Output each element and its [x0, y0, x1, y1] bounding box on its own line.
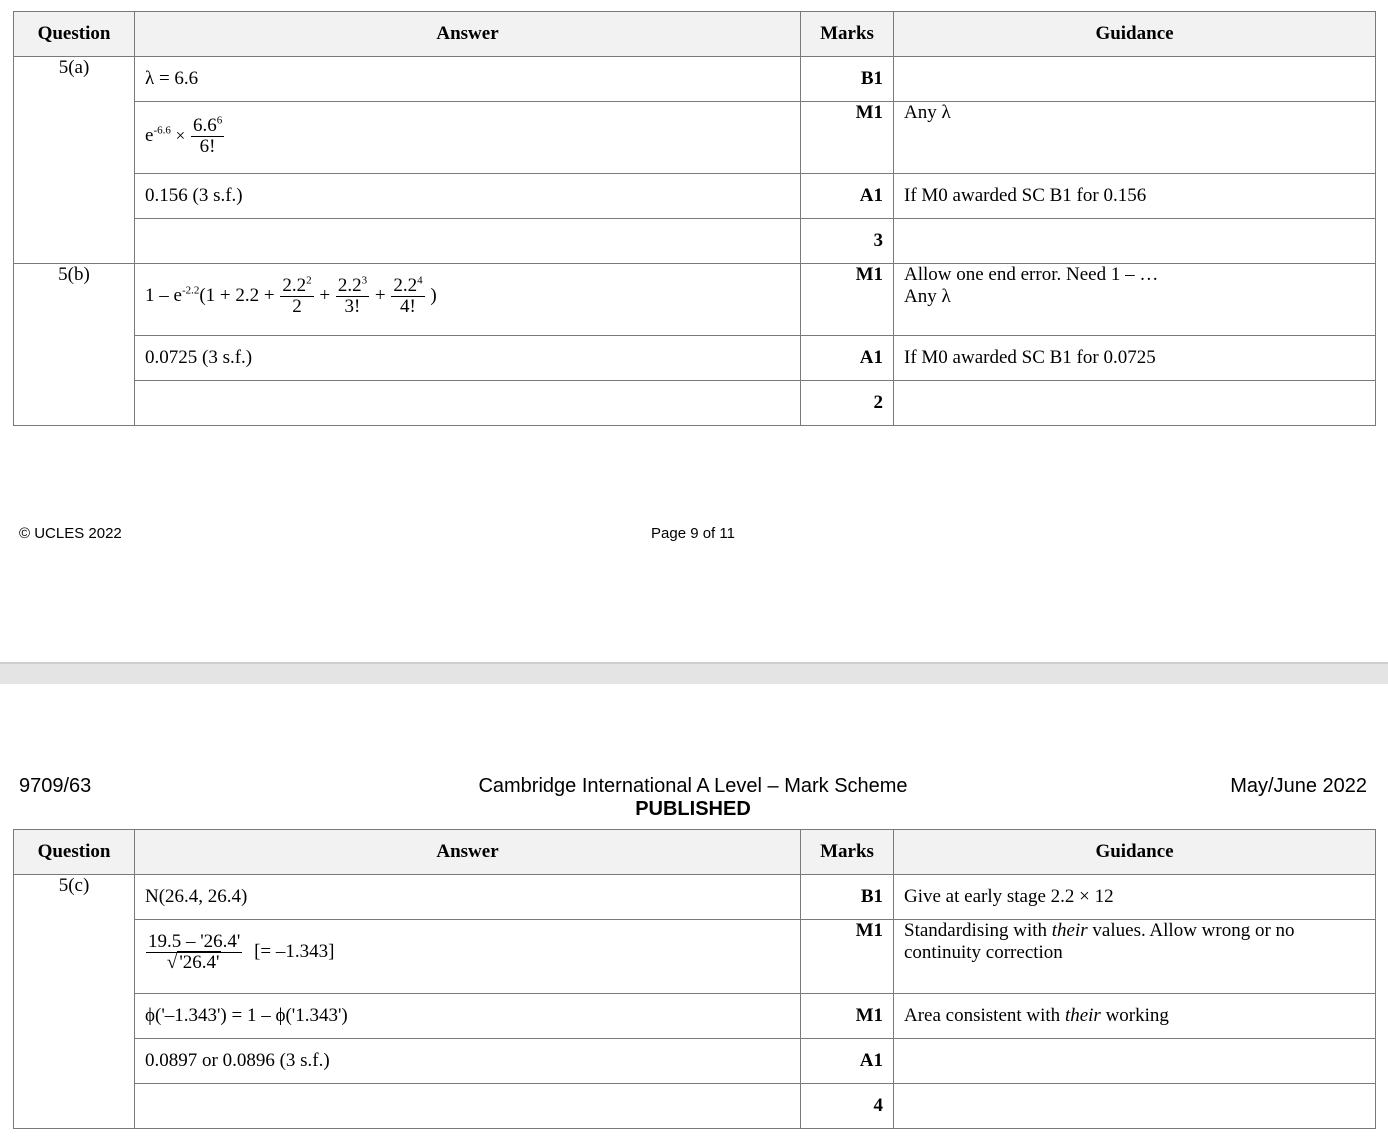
table-row	[14, 264, 1376, 336]
header-question: Question	[14, 12, 135, 57]
guidance-cell: Area consistent with their working	[894, 994, 1376, 1039]
mark-cell: M1	[801, 994, 894, 1039]
answer-cell	[135, 219, 801, 264]
table-row	[14, 219, 1376, 264]
answer-cell: N(26.4, 26.4)	[135, 875, 801, 920]
guidance-cell: Any λ	[894, 102, 1376, 174]
answer-cell: 0.156 (3 s.f.)	[135, 174, 801, 219]
header-marks: Marks	[801, 12, 894, 57]
guidance-cell: Give at early stage 2.2 × 12	[894, 875, 1376, 920]
guidance-cell: Standardising with their values. Allow wrong or no continuity correction	[894, 920, 1376, 994]
guidance-cell: Allow one end error. Need 1 – … Any λ	[894, 264, 1376, 336]
formula-poisson-b: $1 - e^{-2.2}(1 + 2.2$ + $\frac{2.2^2}{2}$ + $\frac{2.2^3}{3!}$ + $\frac{2.2^4}{4!}$ )	[145, 274, 437, 317]
header-marks: Marks	[801, 830, 894, 875]
guidance-cell	[894, 219, 1376, 264]
table-row	[14, 336, 1376, 381]
total-mark-cell: 2	[801, 381, 894, 426]
guidance-cell	[894, 381, 1376, 426]
table-header-row	[14, 12, 1376, 57]
header-question: Question	[14, 830, 135, 875]
answer-cell: 0.0897 or 0.0896 (3 s.f.)	[135, 1039, 801, 1084]
guidance-cell	[894, 1039, 1376, 1084]
mark-cell: M1	[801, 264, 894, 336]
mark-cell: A1	[801, 336, 894, 381]
header-answer: Answer	[135, 830, 801, 875]
page-separator	[0, 662, 1388, 684]
table-row	[14, 174, 1376, 219]
question-label: 5(c)	[14, 875, 135, 1129]
mark-scheme-table-page10	[13, 829, 1376, 1129]
formula-standardise: $\frac{19.5 - '26.4'}{√ '26.4'}$ [= –1.343]	[148, 931, 335, 973]
mark-cell: B1	[801, 875, 894, 920]
answer-cell: λ = 6.6	[135, 57, 801, 102]
table-row	[14, 920, 1376, 994]
exam-session: May/June 2022	[1230, 775, 1367, 797]
header-guidance: Guidance	[894, 12, 1376, 57]
answer-cell: ϕ('–1.343') = 1 – ϕ('1.343')	[135, 994, 801, 1039]
guidance-cell: If M0 awarded SC B1 for 0.156	[894, 174, 1376, 219]
copyright-text: © UCLES 2022	[19, 525, 122, 542]
table-header-row	[14, 830, 1376, 875]
table-row	[14, 1039, 1376, 1084]
mark-cell: A1	[801, 1039, 894, 1084]
total-mark-cell: 4	[801, 1084, 894, 1129]
question-label: 5(b)	[14, 264, 135, 426]
answer-cell	[135, 102, 801, 174]
table-row	[14, 57, 1376, 102]
published-label: PUBLISHED	[635, 798, 751, 820]
answer-cell	[135, 381, 801, 426]
mark-cell: A1	[801, 174, 894, 219]
header-answer: Answer	[135, 12, 801, 57]
guidance-cell: If M0 awarded SC B1 for 0.0725	[894, 336, 1376, 381]
answer-cell	[135, 1084, 801, 1129]
table-row	[14, 1084, 1376, 1129]
guidance-cell	[894, 57, 1376, 102]
mark-cell: M1	[801, 102, 894, 174]
table-row	[14, 994, 1376, 1039]
answer-cell	[135, 920, 801, 994]
formula-poisson-a: $e^{-6.6}$ × $\frac{6.6^6}{6!}$	[145, 114, 223, 157]
header-guidance: Guidance	[894, 830, 1376, 875]
mark-scheme-table-page9	[13, 11, 1376, 426]
paper-code: 9709/63	[19, 775, 92, 797]
table-row	[14, 102, 1376, 174]
answer-cell	[135, 264, 801, 336]
mark-cell: B1	[801, 57, 894, 102]
total-mark-cell: 3	[801, 219, 894, 264]
question-label: 5(a)	[14, 57, 135, 264]
guidance-cell	[894, 1084, 1376, 1129]
document-title: Cambridge International A Level – Mark Scheme PUBLISHED	[470, 775, 916, 821]
mark-cell: M1	[801, 920, 894, 994]
table-row	[14, 381, 1376, 426]
answer-cell: 0.0725 (3 s.f.)	[135, 336, 801, 381]
table-row	[14, 875, 1376, 920]
page-number: Page 9 of 11	[651, 525, 735, 542]
